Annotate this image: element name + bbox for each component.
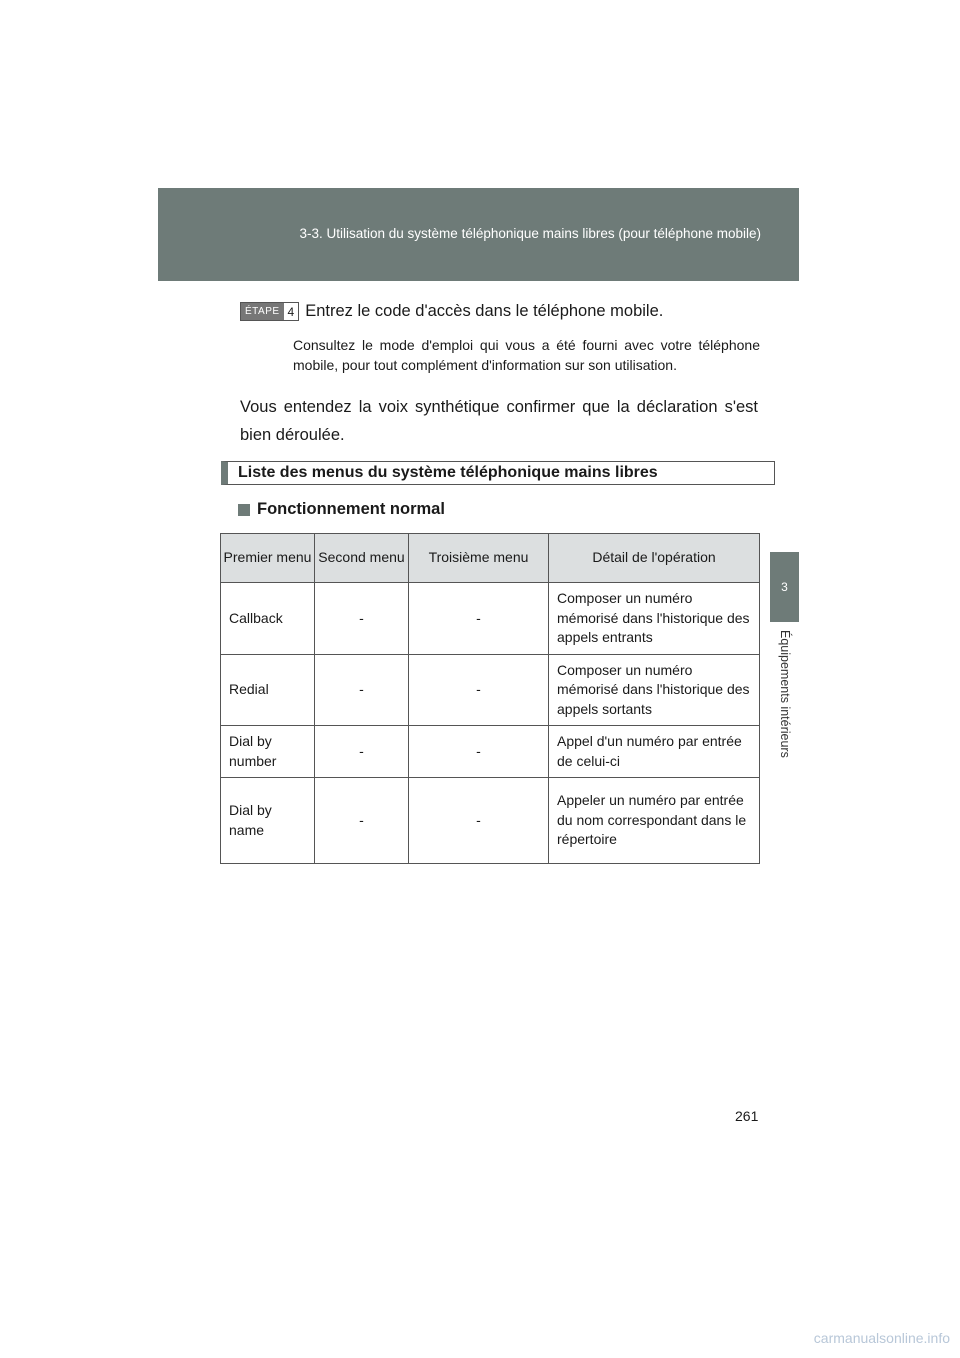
table-cell: - xyxy=(315,654,409,726)
table-header: Premier menu xyxy=(221,534,315,583)
table-cell: - xyxy=(315,726,409,778)
table-cell: Appel d'un numéro par entrée de celui-ci xyxy=(549,726,760,778)
table-header: Détail de l'opération xyxy=(549,534,760,583)
table-cell: Composer un numéro mémorisé dans l'historique des appels sortants xyxy=(549,654,760,726)
chapter-number: 3 xyxy=(781,580,788,594)
table-cell: - xyxy=(409,778,549,864)
subheading-text: Fonctionnement normal xyxy=(257,500,445,518)
subheading xyxy=(238,500,445,519)
step-title: Entrez le code d'accès dans le téléphone mobile. xyxy=(305,302,664,320)
table-cell: - xyxy=(315,778,409,864)
section-heading: Liste des menus du système téléphonique mains libres xyxy=(221,461,775,485)
table-cell: Appeler un numéro par entrée du nom correspondant dans le répertoire xyxy=(549,778,760,864)
table-row xyxy=(221,778,760,864)
table-header: Second menu xyxy=(315,534,409,583)
chapter-tab xyxy=(770,552,799,622)
table-cell: - xyxy=(315,583,409,655)
table-cell: Redial xyxy=(221,654,315,726)
table-header: Troisième menu xyxy=(409,534,549,583)
page-number: 261 xyxy=(735,1108,759,1124)
result-text: Vous entendez la voix synthétique confirmer que la déclaration s'est bien déroulée. xyxy=(240,398,758,444)
section-title: 3-3. Utilisation du système téléphonique mains libres (pour téléphone mobile) xyxy=(299,226,761,241)
watermark: carmanualsonline.info xyxy=(813,1330,950,1346)
table-row xyxy=(221,654,760,726)
step-body: Consultez le mode d'emploi qui vous a été fourni avec votre téléphone mobile, pour tout complément d'information sur son utilisation. xyxy=(293,337,760,373)
table-cell: - xyxy=(409,654,549,726)
table-cell: - xyxy=(409,726,549,778)
table-row xyxy=(221,726,760,778)
step-badge-number: 4 xyxy=(287,304,295,319)
section-header-band xyxy=(158,188,799,281)
menu-table xyxy=(220,533,760,864)
table-row xyxy=(221,583,760,655)
table-cell: Dial by number xyxy=(221,726,315,778)
table-cell: Callback xyxy=(221,583,315,655)
step-4 xyxy=(240,302,760,375)
step-badge-label: ÉTAPE xyxy=(241,303,284,320)
table-cell: - xyxy=(409,583,549,655)
table-header-row xyxy=(221,534,760,583)
table-cell: Dial by name xyxy=(221,778,315,864)
step-badge xyxy=(240,302,299,321)
chapter-label: Équipements intérieurs xyxy=(778,630,792,758)
square-bullet-icon xyxy=(238,504,250,516)
table-cell: Composer un numéro mémorisé dans l'historique des appels entrants xyxy=(549,583,760,655)
